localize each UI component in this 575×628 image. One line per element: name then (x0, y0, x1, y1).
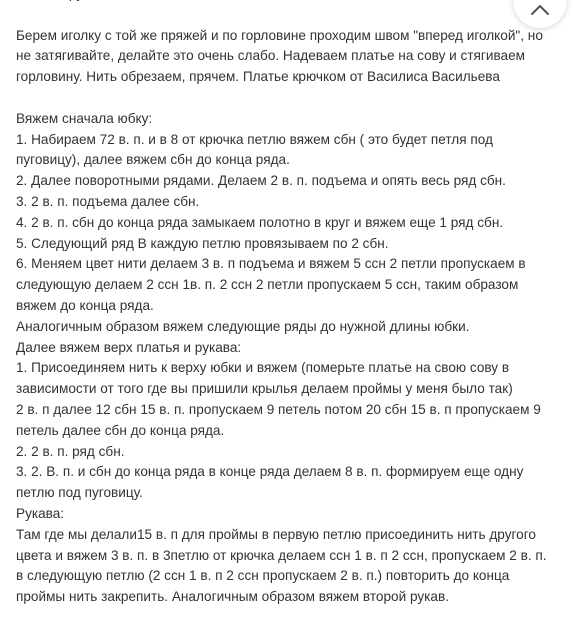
text-line: петлю под пуговицу. (16, 485, 143, 501)
text-line: цвета и вяжем 3 в. п. в 3петлю от крючка делаем ссн 1 в. п 2 ссн, пропускаем 2 в. п. (16, 547, 547, 563)
text-line: 2. Далее поворотными рядами. Делаем 2 в. п. подъема и опять весь ряд сбн. (16, 173, 506, 189)
text-line: 3. 2. В. п. и сбн до конца ряда в конце ряда делаем 8 в. п. формируем еще одну (16, 464, 524, 480)
text-line: проймы нить закрепить. Аналогичным образом вяжем второй рукав. (16, 589, 449, 605)
text-line: 2 в. п далее 12 сбн 15 в. п. пропускаем 9 петель потом 20 сбн 15 в. п пропускаем 9 (16, 401, 541, 417)
text-line: вяжем до конца ряда. (16, 297, 154, 313)
text-line: Рукава: (16, 505, 65, 521)
text-line: петель далее сбн до конца ряда. (16, 422, 225, 438)
text-line: 2. 2 в. п. ряд сбн. (16, 443, 125, 459)
text-line: пуговицу), далее вяжем сбн до конца ряда. (16, 152, 290, 168)
text-line: 1. Присоединяем нить к верху юбки и вяжем (померьте платье на свою сову в (16, 360, 510, 376)
text-line: 4. 2 в. п. сбн до конца ряда замыкаем полотно в круг и вяжем еще 1 ряд сбн. (16, 214, 504, 230)
text-line: 1. Набираем 72 в. п. и в 8 от крючка петлю вяжем сбн ( это будет петля под (16, 131, 493, 147)
text-line: Берем иголку с той же пряжей и по горловине проходим швом "вперед иголкой", но (16, 27, 543, 43)
paragraph-gap (16, 5, 572, 26)
text-line: следующую делаем 2 ссн 1в. п. 2 ссн 2 петли пропускаем 5 ссн, таким образом (16, 277, 519, 293)
text-line: в следующую петлю (2 ссн 1 в. п 2 ссн пропускаем 2 в. п.) повторить до конца (16, 568, 510, 584)
text-line: Вяжем сначала юбку: (16, 110, 153, 126)
chevron-up-icon (530, 4, 550, 16)
text-line: 5. Следующий ряд В каждую петлю провязываем по 2 сбн. (16, 235, 389, 251)
text-line: Там где мы делали15 в. п для проймы в первую петлю присоединить нить другого (16, 526, 536, 542)
text-line: Далее вяжем верх платья и рукава: (16, 339, 242, 355)
text-line: не затягивайте, делайте это очень слабо. Надеваем платье на сову и стягиваем (16, 48, 526, 64)
paragraph-gap (16, 88, 572, 109)
text-line: Аналогичным образом вяжем следующие ряды до нужной длины юбки. (16, 318, 470, 334)
article-body (16, 0, 572, 608)
text-line: горловину. Нить обрезаем, прячем. Платье крючком от Василиса Васильева (16, 69, 500, 85)
text-line: 6. Меняем цвет нити делаем 3 в. п подъема и вяжем 5 ссн 2 петли пропускаем в (16, 256, 526, 272)
text-line: 3. 2 в. п. подъема далее сбн. (16, 193, 200, 209)
text-line: зависимости от того где вы пришили крылья делаем проймы у меня было так) (16, 381, 513, 397)
